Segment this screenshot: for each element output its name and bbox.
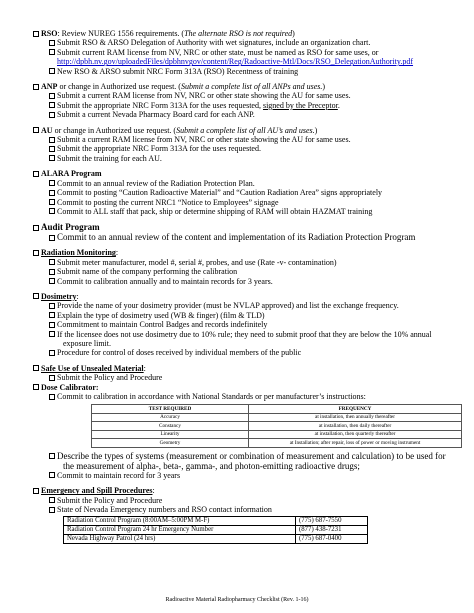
checkbox[interactable] [49,278,55,284]
checkbox[interactable] [33,488,39,494]
checkbox[interactable] [49,259,55,265]
checkbox[interactable] [33,31,39,37]
checkbox[interactable] [49,375,55,381]
checkbox[interactable] [33,384,39,390]
section-emergency: Emergency and Spill Procedures: Submit the Policy and Procedure State of Nevada Emergency numbers and RSO contact information Radiation Control Program (8:00AM–5:00PM M-F) (775) 687-7550 Radiation Control Program 24 hr Emergency Number (877) 438-7231 Nevada Highway Patrol (24 hrs) (775) 687-0400 [33,486,474,543]
checkbox[interactable] [49,40,55,46]
checkbox[interactable] [49,49,55,55]
checkbox[interactable] [49,322,55,328]
page-footer: Radioactive Material Radiopharmacy Checklist (Rev. 1-16) [165,597,309,603]
checkbox[interactable] [49,394,55,400]
checkbox[interactable] [33,127,39,133]
calibration-frequency-table [91,404,462,448]
checkbox[interactable] [49,199,55,205]
checkbox[interactable] [33,84,39,90]
table-header: FREQUENCY [249,405,462,414]
checkbox[interactable] [49,190,55,196]
checkbox[interactable] [49,146,55,152]
checkbox[interactable] [49,208,55,214]
section-unsealed-material: Safe Use of Unsealed Material: Submit the Policy and Procedure [33,364,474,383]
table-row: Nevada Highway Patrol (24 hrs) (775) 687-0400 [64,534,368,543]
checkbox[interactable] [49,68,55,74]
checkbox[interactable] [49,472,55,478]
table-header: TEST REQUIRED [92,405,249,414]
section-alara: ALARA Program Commit to an annual review of the Radiation Protection Plan. Commit to posting “Caution Radioactive Material” and “Caution Radiation Area” signs appropriately Commit to posting the current NRC1 “Notice to Employees” signage Commit to ALL staff that pack, ship or determine shipping of RAM will obtain HAZMAT training [33,169,474,216]
checkbox[interactable] [49,235,55,241]
checkbox[interactable] [49,137,55,143]
checkbox[interactable] [33,225,39,231]
section-dose-calibrator: Dose Calibrator: Commit to calibration in accordance with National Standards or per manufacturer’s instructions: TEST REQUIRED FREQUENCY Accuracy at installation, then annually thereafter Constancy at installation, then daily thereafter Linearity at installation, then quarterly thereafter Geometry at Installation; after repair, loss of power or moving instrument Describe the types of systems (measurement or combination of measurement and calculation) to be used for the measurement of alpha-, beta-, gamma-, and photon-emitting radioactive drugs; Commit to maintain record for 3 years [33,383,474,481]
section-anp: ANP or change in Authorized use request. (Submit a complete list of all ANPs and uses.) Submit a current RAM license from NV, NRC or other state showing the AU for same uses. Submit the appropriate NRC Form 313A for the uses requested, signed by the Preceptor. Submit a current Nevada Pharmacy Board card for each ANP. [33,82,474,120]
checkbox[interactable] [49,155,55,161]
section-title: RSO [41,29,58,38]
checkbox[interactable] [33,250,39,256]
checkbox[interactable] [33,293,39,299]
checkbox[interactable] [49,497,55,503]
table-row: Radiation Control Program (8:00AM–5:00PM M-F) (775) 687-7550 [64,516,368,525]
section-audit: Audit Program Commit to an annual review of the content and implementation of its Radiation Protection Program [33,222,474,242]
delegation-authority-link[interactable]: http://dpbh.nv.gov/uploadedFiles/dpbhnvgov/content/Reg/Radoactive-Mtl/Docs/RSO_DelegationAuthority.pdf [57,57,414,67]
emergency-contacts-table [63,516,368,544]
table-row: Linearity at installation, then quarterly thereafter [92,430,462,439]
checkbox[interactable] [49,269,55,275]
checkbox[interactable] [33,171,39,177]
checkbox[interactable] [49,507,55,513]
checkbox[interactable] [49,350,55,356]
checkbox[interactable] [49,453,55,459]
table-row: Constancy at installation, then daily thereafter [92,422,462,431]
table-row: Radiation Control Program 24 hr Emergency Number (877) 438-7231 [64,525,368,534]
checkbox[interactable] [49,112,55,118]
checkbox[interactable] [33,365,39,371]
checkbox[interactable] [49,93,55,99]
checkbox[interactable] [49,331,55,337]
checkbox[interactable] [49,303,55,309]
table-row: Geometry at Installation; after repair, loss of power or moving instrument [92,439,462,448]
section-au: AU or change in Authorized use request. (Submit a complete list of all AU’s and uses.) Submit a current RAM license from NV, NRC or other state showing the AU for same uses. Submit the appropriate NRC Form 313A for the uses requested. Submit the training for each AU. [33,126,474,164]
checkbox[interactable] [49,312,55,318]
section-radiation-monitoring: Radiation Monitoring: Submit meter manufacturer, model #, serial #, probes, and use (Rate -v- contamination) Submit name of the company performing the calibration Commit to calibration annually and to maintain records for 3 years. [33,248,474,286]
table-row: Accuracy at installation, then annually thereafter [92,413,462,422]
section-dosimetry: Dosimetry: Provide the name of your dosimetry provider (must be NVLAP approved) and list the exchange frequency. Explain the type of dosimetry used (WB & finger) (film & TLD) Commitment to maintain Control Badges and records indefinitely If the licensee does not use dosimetry due to 10% rule; they need to submit proof that they are below the 10% annual exposure limit. Procedure for control of doses received by individual members of the public [33,292,474,358]
section-rso: RSO: Review NUREG 1556 requirements. (The alternate RSO is not required) Submit RSO & ARSO Delegation of Authority with wet signatures, include an organization chart. Submit current RAM license from NV, NRC or other state, must be named as RSO for same uses, or http://dpbh.nv.gov/uploadedFiles/dpbhnvgov/content/Reg/Radoactive-Mtl/Docs/RSO_DelegationAuthority.pdf New RSO & ARSO submit NRC Form 313A (RSO) Recentness of training [33,29,474,76]
checkbox[interactable] [49,180,55,186]
checkbox[interactable] [49,102,55,108]
